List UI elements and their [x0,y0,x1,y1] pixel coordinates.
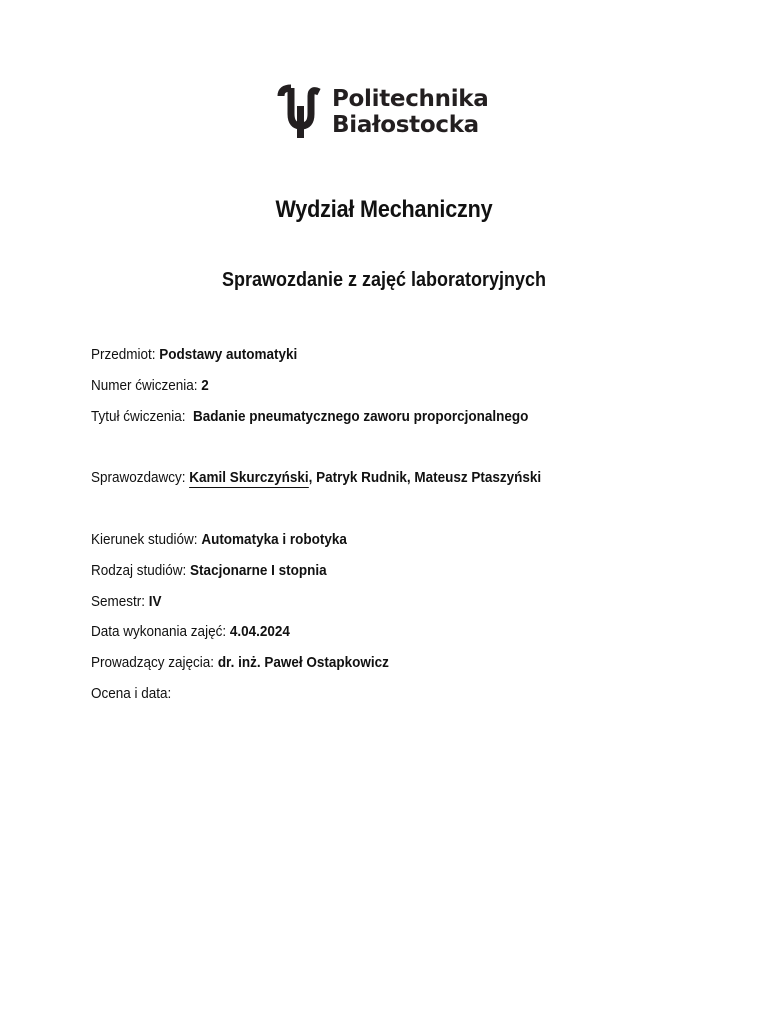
field-of-study-label: Kierunek studiów: [91,531,202,548]
subject-line [91,346,297,363]
reporters-rest: , Patryk Rudnik, Mateusz Ptaszyński [308,469,542,486]
field-of-study-value: Automatyka i robotyka [201,531,347,548]
grade-label: Ocena i data: [91,685,172,702]
instructor-value: dr. inż. Paweł Ostapkowicz [217,654,389,671]
date-value: 4.04.2024 [229,623,290,640]
logo-wordmark [332,86,489,138]
subject-label: Przedmiot: [91,346,160,363]
reporters-label: Sprawozdawcy: [91,469,190,486]
logo-line-1: Politechnika [332,86,489,112]
grade-line [91,685,171,702]
instructor-label: Prowadzący zajęcia: [91,654,218,671]
logo-line-2: Białostocka [332,112,479,138]
instructor-line [91,654,389,671]
reporters-line [91,469,541,486]
study-type-label: Rodzaj studiów: [91,562,191,579]
field-of-study-line [91,531,347,548]
pb-logo-icon [277,84,325,140]
semester-label: Semestr: [91,593,149,610]
date-line [91,623,290,640]
report-title: Sprawozdanie z zajęć laboratoryjnych [221,269,547,291]
exercise-title-label: Tytuł ćwiczenia: [91,408,194,425]
exercise-number-label: Numer ćwiczenia: [91,377,202,394]
subject-value: Podstawy automatyki [159,346,298,363]
exercise-title-line [91,408,528,425]
exercise-number-line [91,377,209,394]
study-type-line [91,562,327,579]
exercise-number-value: 2 [201,377,209,394]
date-label: Data wykonania zajęć: [91,623,230,640]
exercise-title-value: Badanie pneumatycznego zaworu proporcjonalnego [193,408,529,425]
faculty-heading: Wydział Mechaniczny [275,196,493,223]
semester-value: IV [148,593,162,610]
university-logo [277,84,497,142]
study-type-value: Stacjonarne I stopnia [190,562,327,579]
semester-line [91,593,162,610]
reporter-first: Kamil Skurczyński [189,469,309,486]
